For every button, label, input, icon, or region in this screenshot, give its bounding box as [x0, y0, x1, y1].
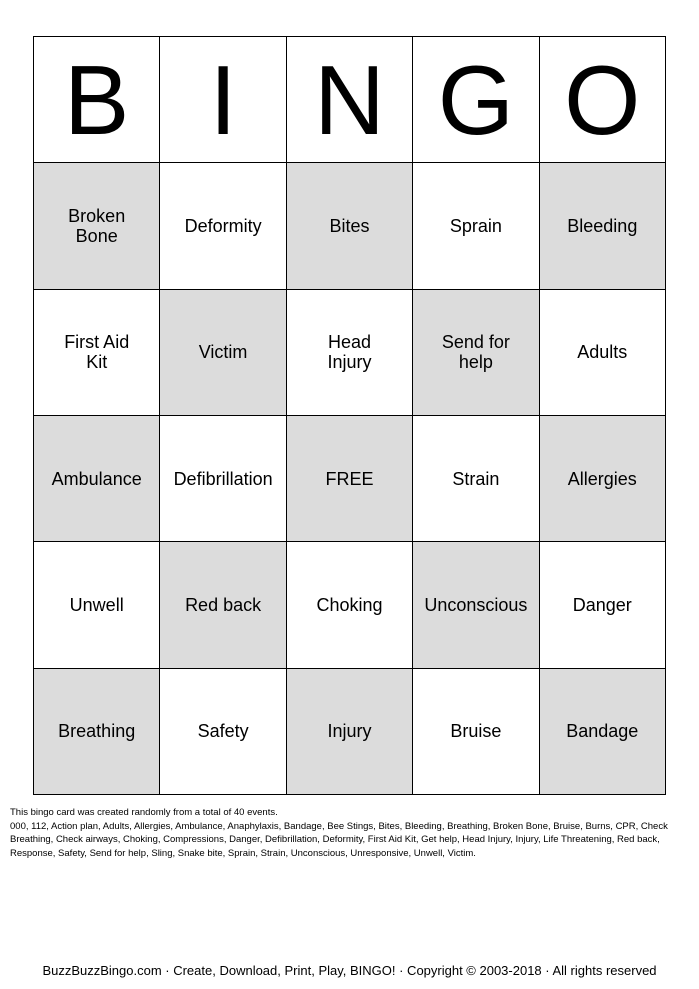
header-letter-i: I	[160, 37, 286, 163]
bingo-cell-label: Adults	[577, 342, 628, 363]
bingo-cell	[160, 290, 286, 416]
bingo-cell-label: Breathing	[58, 721, 136, 742]
bingo-cell-label: Send for help	[441, 332, 510, 373]
bingo-cell-label: Victim	[198, 342, 248, 363]
bingo-cell	[34, 163, 160, 289]
bingo-cell	[413, 163, 539, 289]
bingo-cell-label: Unwell	[69, 594, 124, 615]
bingo-cell	[160, 669, 286, 795]
bingo-cell	[413, 416, 539, 542]
bingo-cell-label: Defibrillation	[173, 468, 273, 489]
bingo-cell	[413, 542, 539, 668]
footer: BuzzBuzzBingo.com · Create, Download, Print, Play, BINGO! · Copyright © 2003-2018 · All rights reserved	[42, 963, 657, 978]
header-letter-n: N	[287, 37, 413, 163]
bingo-cell	[160, 542, 286, 668]
bingo-cell	[160, 163, 286, 289]
bingo-cell	[160, 416, 286, 542]
bingo-cell-label: Ambulance	[51, 468, 142, 489]
bingo-cell-label: Red back	[185, 594, 262, 615]
bingo-cell	[540, 416, 666, 542]
bingo-cell-label: Head Injury	[327, 332, 372, 373]
card-info	[10, 806, 690, 860]
bingo-cell-label: Danger	[572, 594, 632, 615]
bingo-cell-label: Choking	[316, 594, 383, 615]
bingo-cell-label: Allergies	[567, 468, 637, 489]
bingo-cell-label: First Aid Kit	[64, 332, 130, 373]
header-letter-o: O	[540, 37, 666, 163]
bingo-cell-label: FREE	[325, 468, 374, 489]
header-letter-b: B	[34, 37, 160, 163]
bingo-cell-label: Sprain	[449, 215, 502, 236]
bingo-cell	[287, 416, 413, 542]
bingo-cell-label: Bandage	[566, 721, 639, 742]
bingo-cell	[34, 669, 160, 795]
bingo-cell	[413, 290, 539, 416]
bingo-cell	[34, 290, 160, 416]
bingo-cell	[540, 669, 666, 795]
bingo-cell-label: Deformity	[184, 215, 262, 236]
bingo-cell	[540, 163, 666, 289]
bingo-cell-label: Injury	[327, 721, 372, 742]
bingo-cell-label: Safety	[197, 721, 249, 742]
bingo-cell	[34, 416, 160, 542]
bingo-card	[33, 36, 666, 795]
bingo-cell	[287, 542, 413, 668]
bingo-cell	[287, 163, 413, 289]
header-letter-g: G	[413, 37, 539, 163]
bingo-cell-label: Strain	[452, 468, 500, 489]
bingo-cell	[287, 669, 413, 795]
card-info-events: 000, 112, Action plan, Adults, Allergies, Ambulance, Anaphylaxis, Bandage, Bee Stings, Bites, Bleeding, Breathing, Broken Bone, Bruise, Burns, CPR, Check Breathing, Check airways, Choking, Compressions, Danger, Defibrillation, Deformity, First Aid Kit, Get help, Head Injury, Injury, Life Threatening, Red back, Response, Safety, Send for help, Sling, Snake bite, Sprain, Strain, Unconscious, Unresponsive, Unwell, Victim.	[10, 820, 668, 859]
bingo-cell-label: Unconscious	[424, 594, 528, 615]
card-info-intro: This bingo card was created randomly from a total of 40 events.	[10, 807, 278, 818]
bingo-cell-label: Bleeding	[567, 215, 638, 236]
bingo-cell	[287, 290, 413, 416]
bingo-cell	[540, 542, 666, 668]
bingo-cell	[540, 290, 666, 416]
bingo-cell-label: Broken Bone	[68, 205, 126, 246]
bingo-cell	[413, 669, 539, 795]
bingo-cell-label: Bites	[329, 215, 370, 236]
bingo-cell-label: Bruise	[450, 721, 502, 742]
bingo-cell	[34, 542, 160, 668]
